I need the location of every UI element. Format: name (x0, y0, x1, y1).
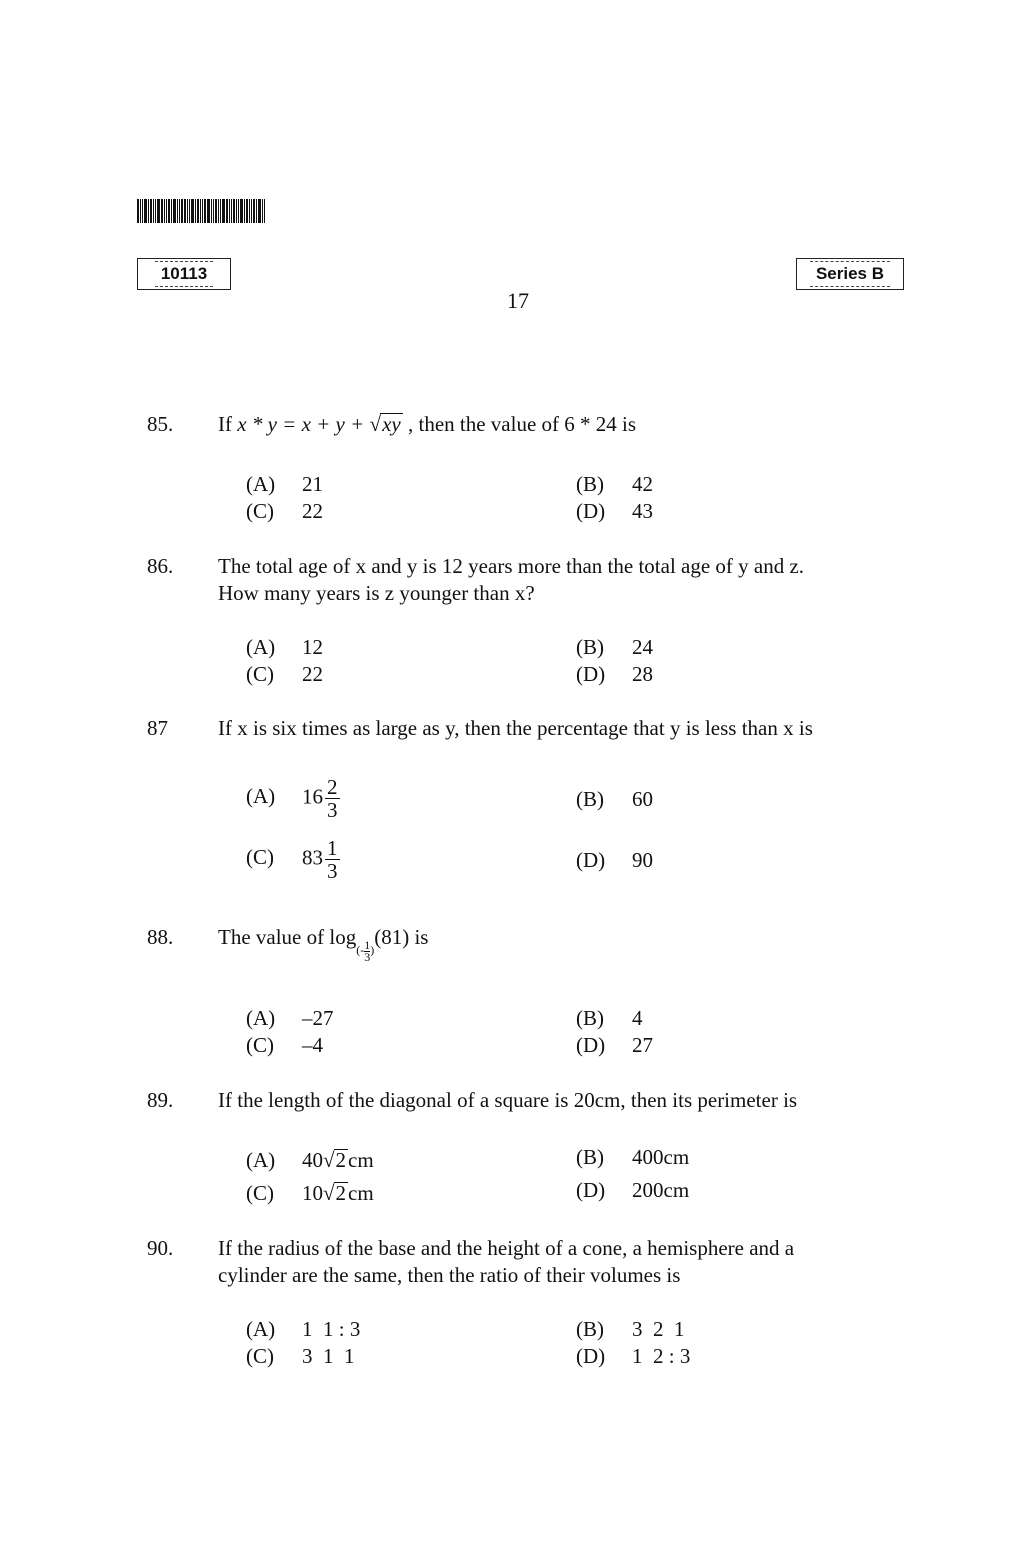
option-a[interactable]: (A) 12 (246, 635, 323, 659)
option-a[interactable]: (A) 21 (246, 472, 323, 496)
option-a[interactable]: (A) 1 1 : 3 (246, 1317, 361, 1341)
question-number: 87 (147, 716, 168, 740)
question-text: The total age of x and y is 12 years more than the total age of y and z. How many years is z younger than x? (218, 554, 805, 605)
option-c[interactable]: (C) 3 1 1 (246, 1344, 355, 1368)
series-label: Series B (810, 261, 890, 287)
option-c[interactable]: (C) 22 (246, 499, 323, 523)
question-text: If x * y = x + y + √xy , then the value of 6 * 24 is (218, 412, 637, 436)
option-d[interactable]: (D) 27 (576, 1033, 653, 1057)
question-text: If x is six times as large as y, then the percentage that y is less than x is (218, 716, 813, 740)
question-text: If the radius of the base and the height of a cone, a hemisphere and a cylinder are the same, then the ratio of their volumes is (218, 1236, 795, 1287)
option-b[interactable]: (B) 24 (576, 635, 653, 659)
option-b[interactable]: (B) 400cm (576, 1145, 690, 1169)
question-text: The value of $\log_{(- \frac{1}{3} )}(81)$ is (218, 925, 429, 964)
option-a[interactable]: (A) 16 $\frac{2}{3}$ (246, 775, 338, 822)
question-number: 90. (147, 1236, 174, 1260)
option-d[interactable]: (D) 28 (576, 662, 653, 686)
paper-code: 10113 (155, 261, 213, 287)
question-number: 86. (147, 554, 174, 578)
option-c[interactable]: (C) 22 (246, 662, 323, 686)
option-b[interactable]: (B) 3 2 1 (576, 1317, 685, 1341)
question-number: 88. (147, 925, 174, 949)
option-c[interactable]: (C) 10√2cm (246, 1181, 374, 1205)
option-c[interactable]: (C) –4 (246, 1033, 323, 1057)
option-d[interactable]: (D) 90 (576, 848, 653, 872)
question-number: 85. (147, 412, 174, 436)
paper-code-box (137, 258, 231, 290)
option-b[interactable]: (B) 4 (576, 1006, 643, 1030)
question-number: 89. (147, 1088, 174, 1112)
option-c[interactable]: (C) 83 $\frac{1}{3}$ (246, 836, 338, 883)
barcode (137, 199, 299, 223)
question-text: If the length of the diagonal of a square is 20cm, then its perimeter is (218, 1088, 798, 1112)
option-d[interactable]: (D) 43 (576, 499, 653, 523)
option-d[interactable]: (D) 1 2 : 3 (576, 1344, 691, 1368)
option-a[interactable]: (A) –27 (246, 1006, 334, 1030)
option-b[interactable]: (B) 42 (576, 472, 653, 496)
series-box (796, 258, 904, 290)
page-number: 17 (507, 288, 529, 313)
option-a[interactable]: (A) 40√2cm (246, 1148, 374, 1172)
option-b[interactable]: (B) 60 (576, 787, 653, 811)
option-d[interactable]: (D) 200cm (576, 1178, 690, 1202)
